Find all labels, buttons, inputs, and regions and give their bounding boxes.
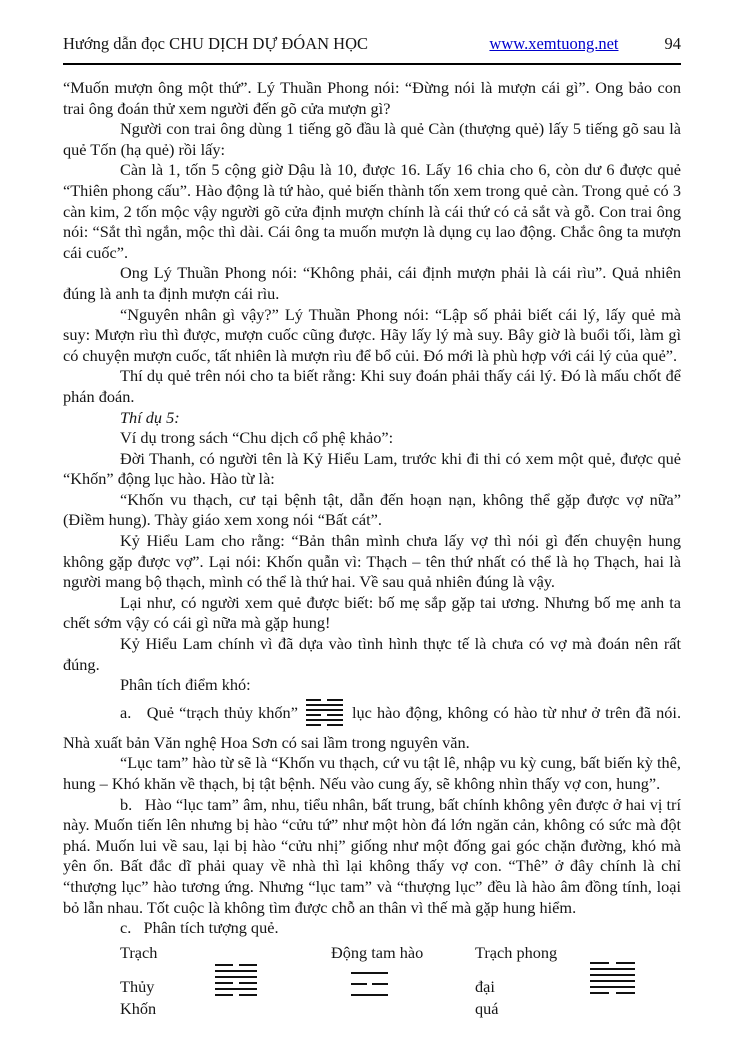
hexagram-trach-phong-dai-qua	[590, 958, 635, 998]
header-link[interactable]: www.xemtuong.net	[489, 34, 619, 53]
paragraph: “Khốn vu thạch, cư tại bệnh tật, dẫn đến hoạn nạn, không thể gặp được vợ nữa” (Điềm hung). Thày giáo xem xong nói “Bất cát”.	[63, 489, 681, 530]
item-a-text-after: lục hào động, không có hào từ như ở trên đã nói. Nhà xuất bản Văn nghệ Hoa Sơn có sai lầm trong nguyên văn.	[63, 703, 682, 752]
paragraph-item-c: c. Phân tích tượng quẻ.	[120, 918, 279, 938]
diagram-label-trach: Trạch	[120, 942, 158, 962]
paragraph: “Nguyên nhân gì vậy?” Lý Thuần Phong nói: “Lập số phải biết cái lý, lấy quẻ mà suy: Mượn rìu thì được, mượn cuốc cũng được. Hãy lấy lý mà suy. Bây giờ là buổi tối, làm gì có chuyện mượn cuốc, tất nhiên là mượn rìu để bổ củi. Đó mới là phù hợp với cái lý của quẻ”.	[63, 304, 681, 365]
diagram-label-dai: đại	[475, 976, 495, 996]
paragraph-example-5-heading: Thí dụ 5:	[120, 407, 180, 427]
paragraph-item-b: b. Hào “lục tam” âm, nhu, tiểu nhân, bất trung, bất chính không yên được ở hai vị trí này. Muốn tiến lên nhưng bị hào “cửu tứ” như một hòn đá lớn ngăn cản, không có sức mà đột phá. Muốn lui về sau, lại bị hào “cửu nhị” giống như một đống gai góc chặn đường, khó mà yên ổn. Bất đắc dĩ phải quay về nhà thì lại không thấy vợ con. “Thê” ở đây chính là chỉ “thượng lục” hào tương ứng. Nhưng “lục tam” và “thượng lục” đều là hào âm đồng tính, loại bỏ lẫn nhau. Tốt cuộc là không tìm được chỗ an thân vì thế mà gặp hung hiểm.	[63, 794, 681, 917]
figure-dong-tam-hao	[351, 963, 388, 1005]
page-header	[63, 34, 681, 65]
paragraph: Lại như, có người xem quẻ được biết: bố mẹ sắp gặp tai ương. Nhưng bố mẹ anh ta chết sớm vậy có cái gì nữa mà gặp hung!	[63, 592, 681, 633]
paragraph: Thí dụ quẻ trên nói cho ta biết rằng: Khi suy đoán phải thấy cái lý. Đó là mấu chốt để phán đoán.	[63, 366, 681, 406]
hexagram-diagram	[63, 941, 681, 1046]
hexagram-trach-thuy-khon	[215, 960, 257, 1000]
paragraph: Người con trai ông dùng 1 tiếng gõ đầu là quẻ Càn (thượng quẻ) lấy 5 tiếng gõ sau là quẻ Tốn (hạ quẻ) rồi lấy:	[63, 119, 681, 159]
paragraph: Kỷ Hiểu Lam chính vì đã dựa vào tình hình thực tế là chưa có vợ mà đoán nên rất đúng.	[63, 634, 681, 674]
paragraph-difficulty-heading: Phân tích điểm khó:	[120, 675, 251, 695]
paragraph: “Lục tam” hào từ sẽ là “Khốn vu thạch, cứ vu tật lê, nhập vu kỳ cung, bất biến kỳ thê, hung – Khó khăn về thạch, bị tật bệnh. Nếu vào cung ấy, sẽ không nhìn thấy vợ con, hung”.	[63, 753, 681, 793]
paragraph: Ong Lý Thuần Phong nói: “Không phải, cái định mượn phải là cái rìu”. Quả nhiên đúng là anh ta định mượn cái rìu.	[63, 263, 681, 303]
item-a-text-before: a. Quẻ “trạch thủy khốn”	[120, 703, 298, 723]
paragraph: Càn là 1, tốn 5 cộng giờ Dậu là 10, được 16. Lấy 16 chia cho 6, còn dư 6 được quẻ “Thiên phong cấu”. Hào động là tứ hào, quẻ biến thành tốn xem trong quẻ càn. Trong quẻ có 3 càn kim, 2 tốn mộc vậy người gõ cửa định mượn chính là cái thứ có cả sắt và gỗ. Con trai ông nói: “Sắt thì ngắn, mộc thì dài. Cái ông ta muốn mượn là dụng cụ lao động. Chắc ông ta mượn cái cuốc”.	[63, 160, 681, 262]
diagram-label-khon: Khốn	[120, 998, 157, 1018]
diagram-label-qua: quá	[475, 998, 499, 1018]
paragraph: Ví dụ trong sách “Chu dịch cổ phệ khảo”:	[120, 428, 394, 448]
paragraph: “Muốn mượn ông một thứ”. Lý Thuần Phong nói: “Đừng nói là mượn cái gì”. Ong bảo con trai ông đoán thử xem người đến gõ cửa mượn gì?	[63, 78, 681, 118]
diagram-label-dong-tam-hao: Động tam hào	[331, 942, 424, 962]
body-text	[63, 78, 681, 939]
paragraph-item-a	[63, 696, 681, 754]
paragraph: Đời Thanh, có người tên là Kỷ Hiểu Lam, trước khi đi thi có xem một quẻ, được quẻ “Khốn” động lục hào. Hào từ là:	[63, 448, 681, 489]
diagram-label-trach-phong: Trạch phong	[475, 942, 558, 962]
diagram-label-thuy: Thủy	[120, 976, 155, 996]
page-number: 94	[664, 34, 681, 53]
header-title: Hướng dẫn đọc CHU DỊCH DỰ ĐÓAN HỌC	[63, 34, 368, 53]
paragraph: Kỷ Hiểu Lam cho rằng: “Bản thân mình chưa lấy vợ thì nói gì đến chuyện hung không gặp được vợ”. Lại nói: Khốn quẫn vì: Thạch – tên thứ nhất có thể là họ Thạch, hai là người mang bộ thạch, mình có thể là thứ hai. Về sau quả nhiên đúng là vậy.	[63, 531, 681, 592]
hexagram-trach-thuy-khon-inline	[306, 696, 343, 729]
